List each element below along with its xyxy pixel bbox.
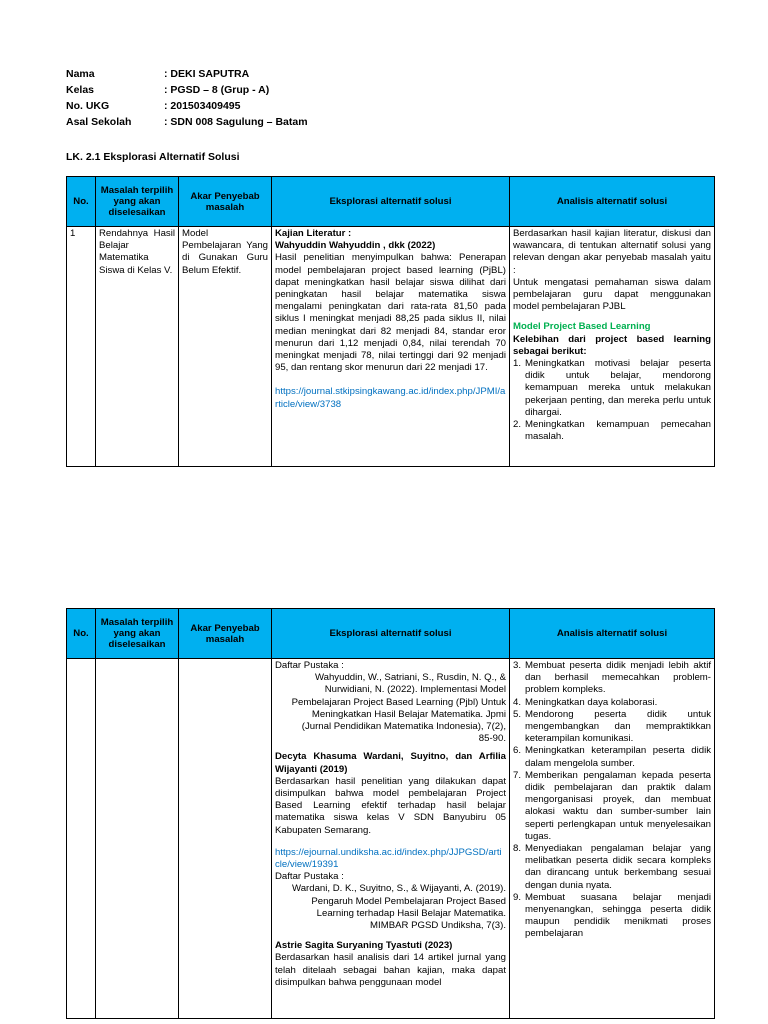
kelebihan-list-continued [513,660,711,941]
list-item: 2. Meningkatkan kemampuan pemecahan masalah. [513,419,711,443]
summary-2: Berdasarkan hasil penelitian yang dilakukan dapat disimpulkan bahwa model pembelajaran Project Based Learning efektif terhadap hasil belajar matematika siswa kelas V SDN Banyubiru 05 Kabupaten Semarang. [275,775,506,836]
identity-row-sekolah [66,114,308,130]
model-title: Model Project Based Learning [513,321,651,333]
identity-label: Asal Sekolah [66,116,132,128]
author-3: Astrie Sagita Suryaning Tyastuti (2023) [275,940,453,952]
col-header-masalah: Masalah terpilih yang akan diselesaikan [96,609,179,659]
journal-link-1[interactable]: https://journal.stkipsingkawang.ac.id/index.php/JPMI/article/view/3738 [275,386,506,410]
table-header-row [67,609,715,659]
list-item: 5. Mendorong peserta didik untuk mengembangkan dan mempraktikkan keterampilan komunikasi. [513,708,711,745]
journal-link-2[interactable]: https://ejournal.undiksha.ac.id/index.php/JJPGSD/article/view/19391 [275,846,502,871]
list-item: 6. Meningkatkan keterampilan peserta didik dalam mengelola sumber. [513,745,711,769]
identity-value: : PGSD – 8 (Grup - A) [164,84,270,96]
author-1: Wahyuddin Wahyuddin , dkk (2022) [275,240,436,252]
cell-eksplorasi [272,659,510,1019]
cell-akar: Model Pembelajaran Yang di Gunakan Guru Belum Efektif. [179,227,272,467]
col-header-no: No. [67,609,96,659]
reference-1: Wahyuddin, W., Satriani, S., Rusdin, N. Q., & Nurwidiani, N. (2022). Implementasi Model Pembelajaran Project Based Learning (Pjbl) Untuk Meningkatkan Hasil Belajar Matematika. Jpmi (Jurnal Pendidikan Matematika Indonesia), 7(2), 85-90. [291,672,506,745]
kajian-heading: Kajian Literatur : [275,228,352,239]
cell-no [67,659,96,1019]
cell-analisis [510,227,715,467]
author-2: Decyta Khasuma Wardani, Suyitno, dan Arfilia Wijayanti (2019) [275,751,506,775]
col-header-no: No. [67,177,96,227]
cell-akar [179,659,272,1019]
cell-masalah [96,659,179,1019]
analisis-intro: Berdasarkan hasil kajian literatur, diskusi dan wawancara, di tentukan alternatif solusi yang relevan dengan akar penyebab masalah yaitu : [513,228,711,276]
cell-masalah: Rendahnya Hasil Belajar Matematika Siswa di Kelas V. [96,227,179,467]
reference-2: Wardani, D. K., Suyitno, S., & Wijayanti, A. (2019). Pengaruh Model Pembelajaran Project Based Learning terhadap Hasil Belajar Matematika. MIMBAR PGSD Undiksha, 7(3). [292,883,506,932]
table-row [67,227,715,467]
identity-row-ukg [66,98,308,114]
identity-row-kelas [66,82,308,98]
identity-value: : SDN 008 Sagulung – Batam [164,116,308,128]
list-item: 1. Meningkatkan motivasi belajar peserta didik untuk belajar, mendorong kemampuan mereka untuk melakukan pekerjaan penting, dan mereka perlu untuk dihargai. [513,358,711,418]
col-header-akar: Akar Penyebab masalah [179,177,272,227]
exploration-table-1 [66,176,715,467]
col-header-analisis: Analisis alternatif solusi [510,609,715,659]
identity-label: Kelas [66,84,95,96]
list-item: 4. Meningkatkan daya kolaborasi. [513,696,658,708]
cell-analisis [510,659,715,1019]
identity-value: : DEKI SAPUTRA [164,68,250,80]
list-item: 3. Membuat peserta didik menjadi lebih aktif dan berhasil memecahkan problem-problem kompleks. [513,660,711,696]
identity-value: : 201503409495 [164,100,241,112]
daftar-pustaka-label-2: Daftar Pustaka : [275,871,344,883]
summary-1: Hasil penelitian menyimpulkan bahwa: Penerapan model pembelajaran project based learning (PjBL) dapat meningkatkan hasil belajar siswa dilihat dari peningkatan hasil belajar matematika siswa mengalami peningkatan dari rata-rata 81,50 pada siklus I meningkat menjadi 88,25 pada siklus II, nilai median meningkat dari 82 menjadi 84, standar eror menurun dari 1,12 menjadi 0,84, nilai terendah 70 meningkat menjadi 78, nilai tertinggi dari 92 menjadi 95, dan rentang skor menurun dari 22 menjadi 17. [275,252,506,374]
document-title: LK. 2.1 Eksplorasi Alternatif Solusi [66,151,240,163]
analisis-purpose: Untuk mengatasi pemahaman siswa dalam pembelajaran guru dapat menggunakan model pembelajaran PJBL [513,276,711,313]
summary-3: Berdasarkan hasil analisis dari 14 artikel jurnal yang telah ditelaah sebagai bahan kajian, maka dapat disimpulkan bahwa penggunaan model [275,952,506,988]
col-header-analisis: Analisis alternatif solusi [510,177,715,227]
kelebihan-heading: Kelebihan dari project based learning sebagai berikut: [513,333,711,357]
col-header-eksplorasi: Eksplorasi alternatif solusi [272,609,510,659]
table-row [67,659,715,1019]
col-header-eksplorasi: Eksplorasi alternatif solusi [272,177,510,227]
identity-label: Nama [66,68,95,80]
exploration-table-2 [66,608,715,1019]
cell-no: 1 [67,227,96,467]
daftar-pustaka-label-1: Daftar Pustaka : [275,660,344,671]
identity-label: No. UKG [66,100,110,112]
identity-block [66,66,308,130]
list-item: 7. Memberikan pengalaman kepada peserta didik pembelajaran dan praktik dalam mengorganisasi proyek, dan membuat alokasi waktu dan sumber-sumber lain seperti perlengkapan untuk menyelesaikan tugas. [513,769,711,842]
identity-row-nama [66,66,308,82]
kelebihan-list [513,358,711,443]
col-header-masalah: Masalah terpilih yang akan diselesaikan [96,177,179,227]
table-header-row [67,177,715,227]
col-header-akar: Akar Penyebab masalah [179,609,272,659]
list-item: 8. Menyediakan pengalaman belajar yang melibatkan peserta didik secara kompleks dan dirancang untuk berkembang sesuai dengan dunia nyata. [513,843,711,891]
cell-eksplorasi [272,227,510,467]
list-item: 9. Membuat suasana belajar menjadi menyenangkan, sehingga peserta didik maupun pendidik menikmati proses pembelajaran [513,891,711,940]
